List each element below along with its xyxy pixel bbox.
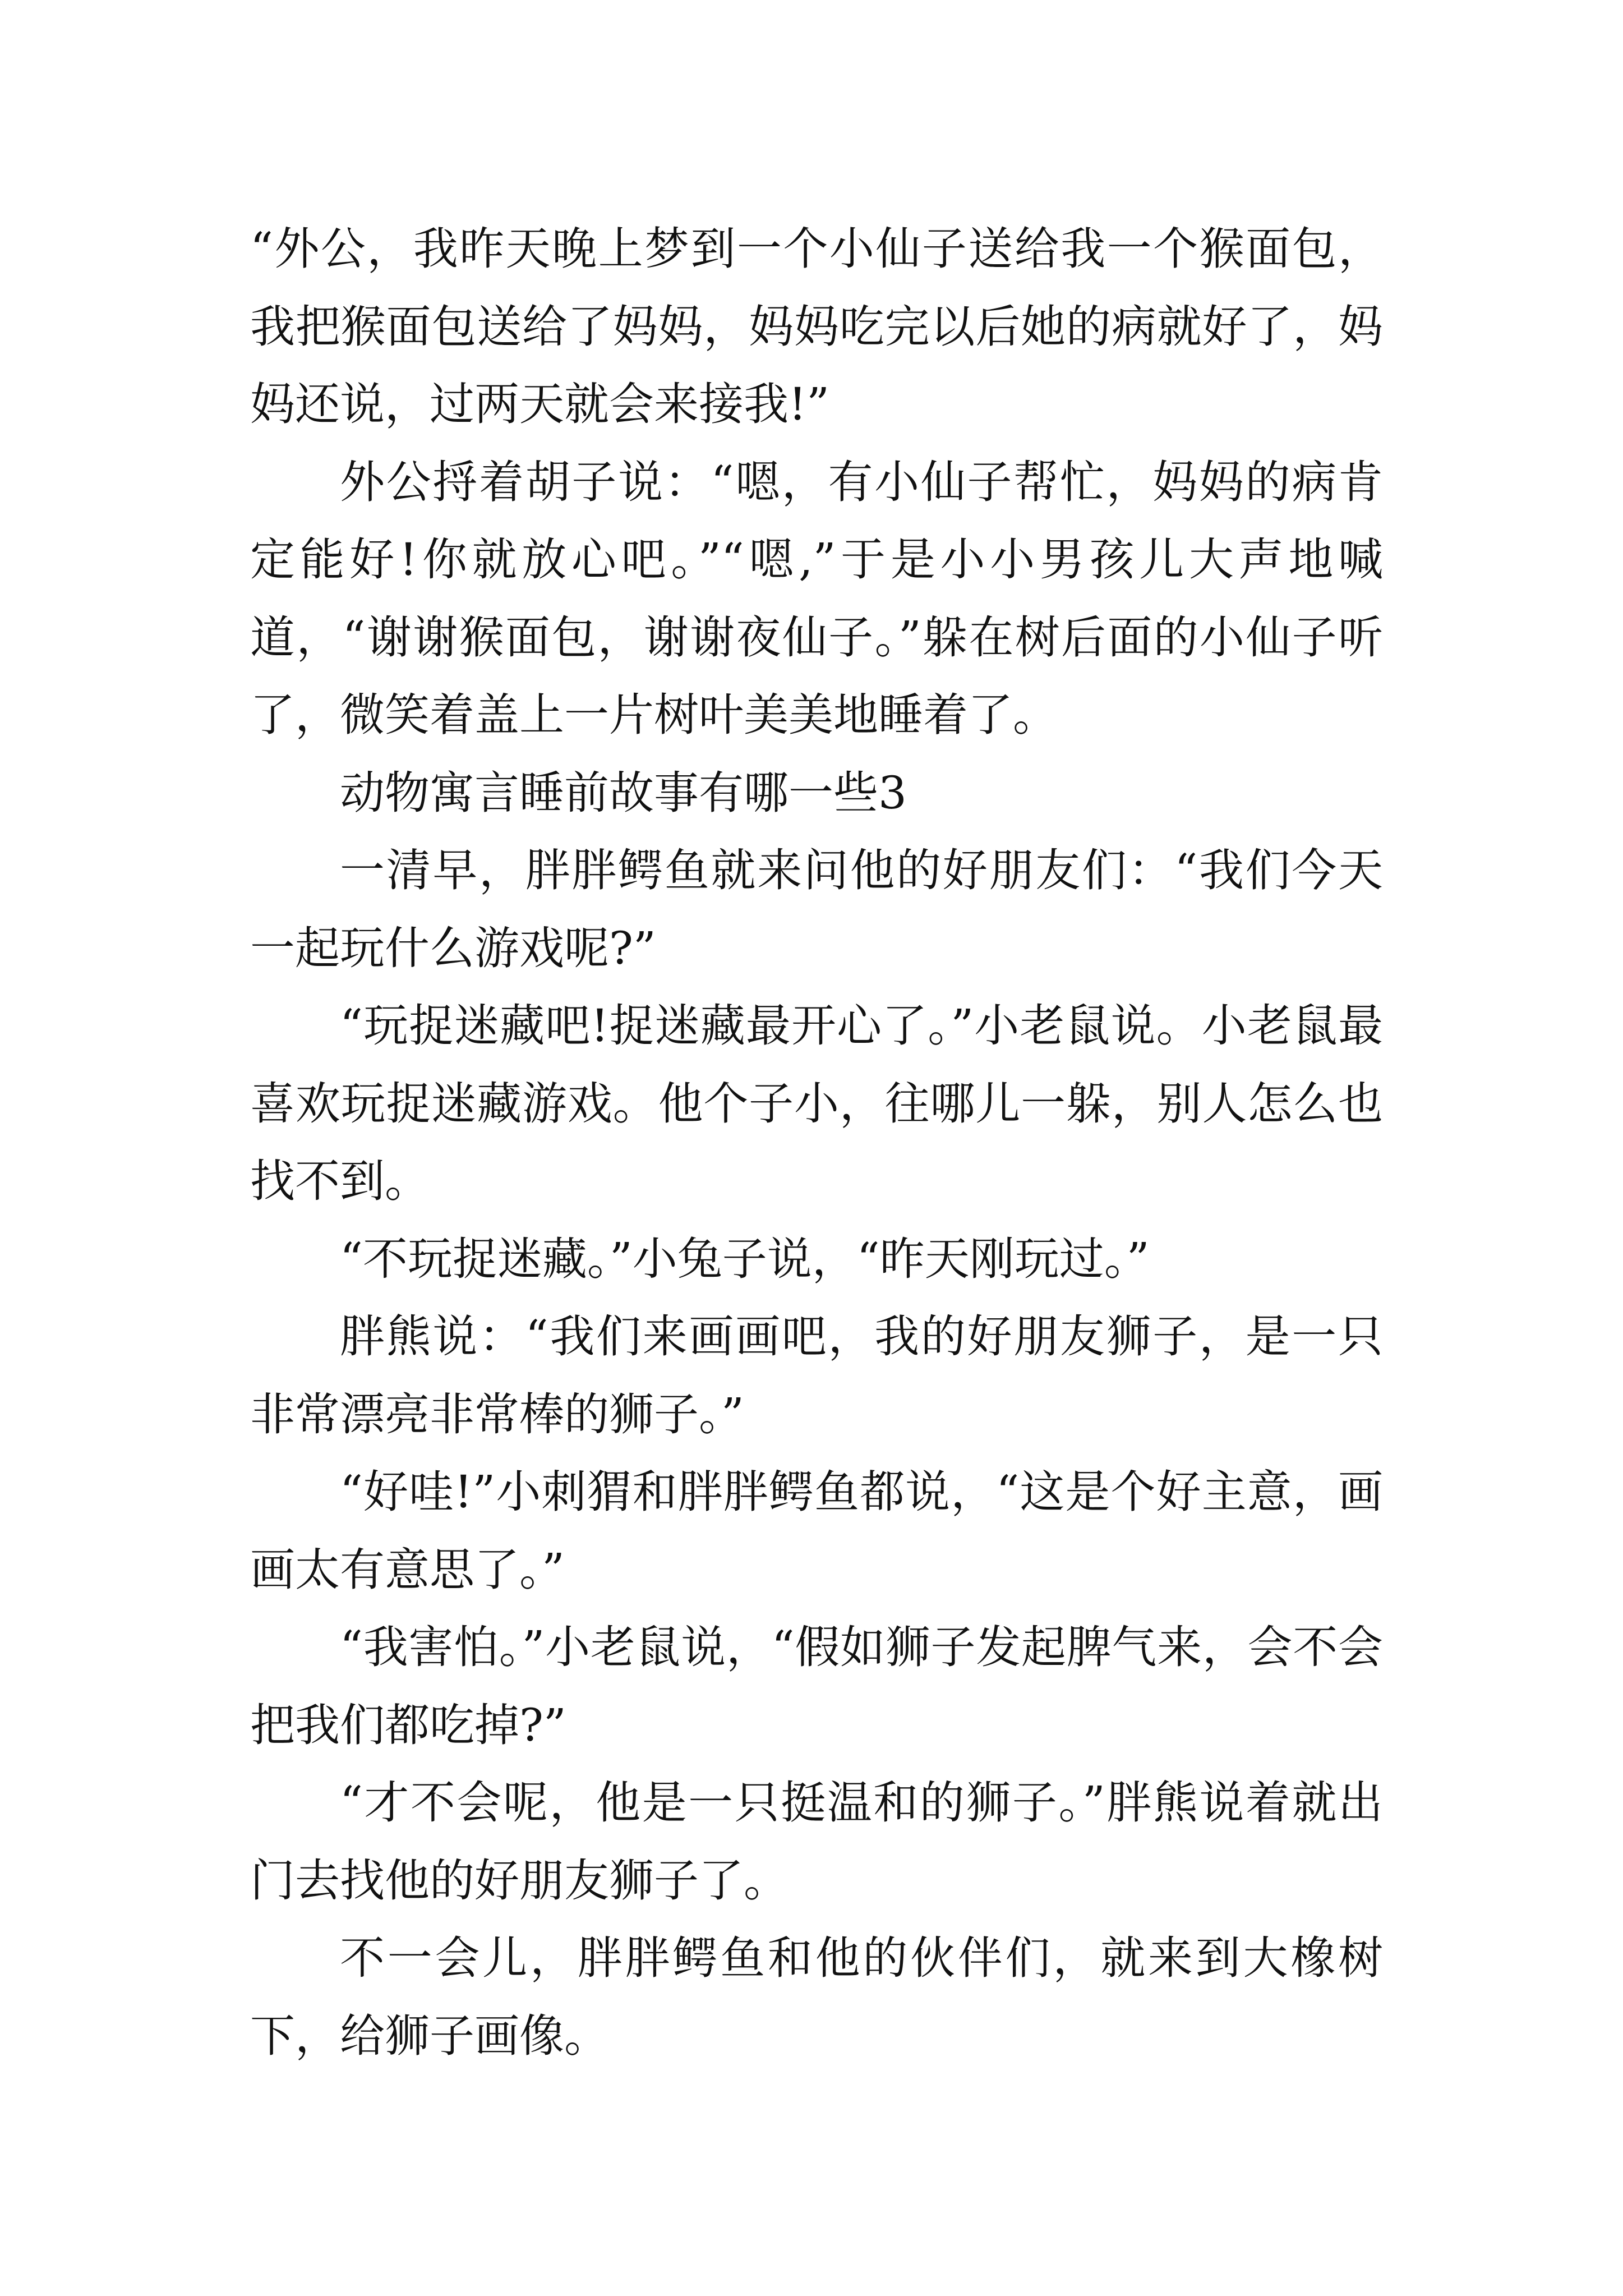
paragraph: 一清早，胖胖鳄鱼就来问他的好朋友们：“我们今天一起玩什么游戏呢?”	[250, 844, 1383, 974]
paragraph: “好哇!”小刺猬和胖胖鳄鱼都说，“这是个好主意，画画太有意思了。”	[250, 1466, 1383, 1596]
paragraph: “才不会呢，他是一只挺温和的狮子。”胖熊说着就出门去找他的好朋友狮子了。	[250, 1777, 1383, 1907]
paragraph: 不一会儿，胖胖鳄鱼和他的伙伴们，就来到大橡树下，给狮子画像。	[250, 1932, 1383, 2062]
paragraph: 胖熊说：“我们来画画吧，我的好朋友狮子，是一只非常漂亮非常棒的狮子。”	[250, 1310, 1383, 1441]
paragraph: “我害怕。”小老鼠说，“假如狮子发起脾气来，会不会把我们都吃掉?”	[250, 1621, 1383, 1751]
paragraph: “外公，我昨天晚上梦到一个小仙子送给我一个猴面包，我把猴面包送给了妈妈，妈妈吃完以后她的病就好了，妈妈还说，过两天就会来接我!”	[250, 223, 1383, 430]
paragraph: “玩捉迷藏吧!捉迷藏最开心了。”小老鼠说。小老鼠最喜欢玩捉迷藏游戏。他个子小，往哪儿一躲，别人怎么也找不到。	[250, 1000, 1383, 1207]
paragraph: 外公捋着胡子说：“嗯，有小仙子帮忙，妈妈的病肯定能好!你就放心吧。”“嗯,”于是小小男孩儿大声地喊道，“谢谢猴面包，谢谢夜仙子。”躲在树后面的小仙子听了，微笑着盖上一片树叶美美地睡着了。	[250, 455, 1383, 741]
section-heading: 动物寓言睡前故事有哪一些3	[340, 766, 907, 819]
paragraph: “不玩捉迷藏。”小兔子说，“昨天刚玩过。”	[340, 1232, 1150, 1285]
document-body	[250, 210, 1383, 2075]
